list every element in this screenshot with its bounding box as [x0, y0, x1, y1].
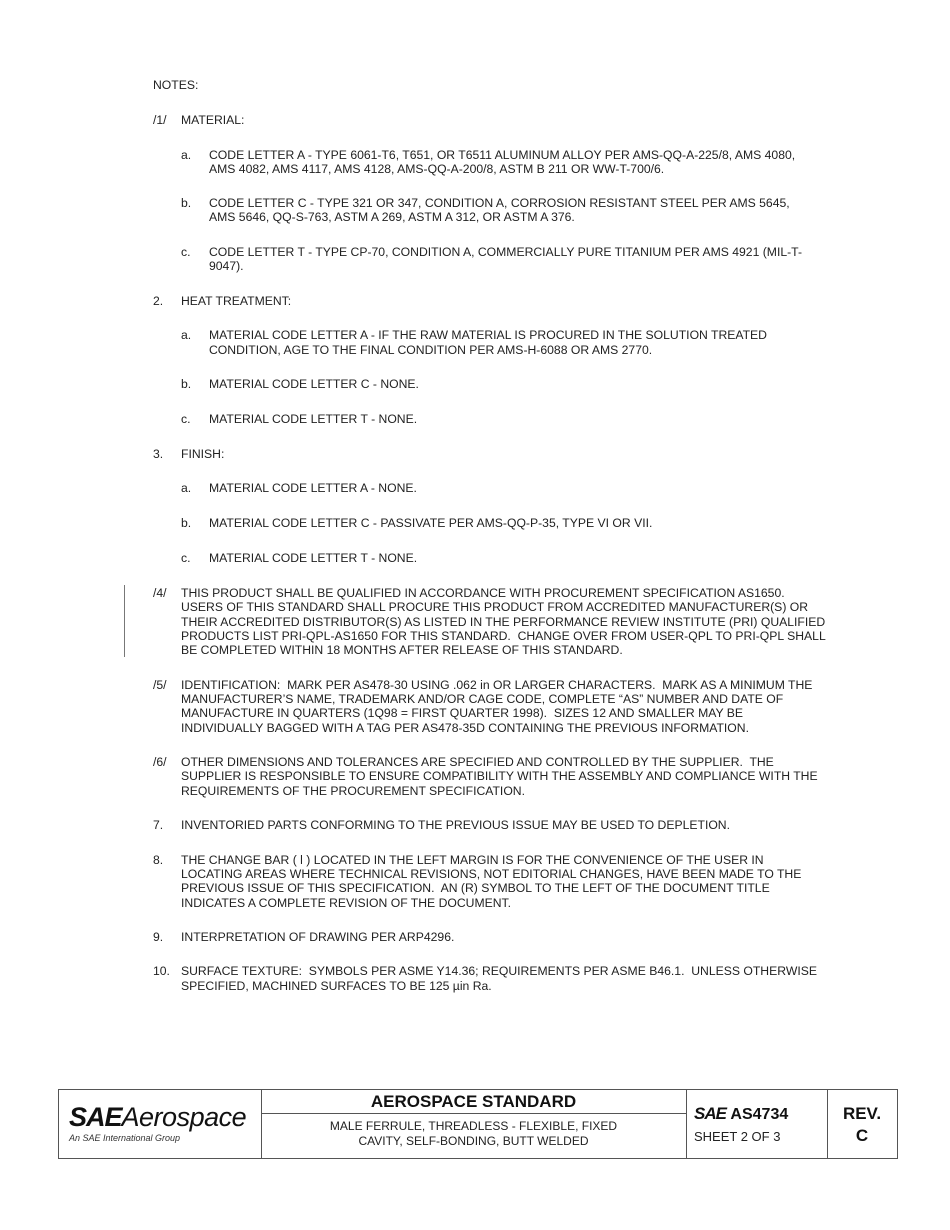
standard-title: AEROSPACE STANDARD [370, 1092, 577, 1111]
change-bar [124, 585, 125, 657]
note-1a-line-2: AMS 4082, AMS 4117, AMS 4128, AMS-QQ-A-200/8, ASTM B 211 OR WW-T-700/6. [209, 162, 665, 176]
title-block [58, 1089, 898, 1159]
note-6-number: /6/ [153, 755, 167, 769]
note-6-line-1: OTHER DIMENSIONS AND TOLERANCES ARE SPECIFIED AND CONTROLLED BY THE SUPPLIER. THE [181, 755, 774, 769]
description-line-1: MALE FERRULE, THREADLESS - FLEXIBLE, FIXED [329, 1119, 618, 1133]
note-7-number: 7. [153, 818, 164, 832]
sae-aerospace-logo [69, 1102, 246, 1133]
note-6-line-2: SUPPLIER IS RESPONSIBLE TO ENSURE COMPATIBILITY WITH THE ASSEMBLY AND COMPLIANCE WITH THE [181, 769, 818, 783]
note-2-title: HEAT TREATMENT: [181, 294, 292, 308]
title-cell [261, 1090, 687, 1158]
note-1b-line-1: CODE LETTER C - TYPE 321 OR 347, CONDITION A, CORROSION RESISTANT STEEL PER AMS 5645, [209, 196, 790, 210]
note-8-number: 8. [153, 853, 164, 867]
note-8-line-4: INDICATES A COMPLETE REVISION OF THE DOCUMENT. [181, 896, 512, 910]
revision [827, 1103, 897, 1147]
logo-tagline: An SAE International Group [69, 1133, 181, 1143]
note-1b-label: b. [181, 196, 192, 210]
sheet-number: SHEET 2 OF 3 [694, 1129, 781, 1144]
note-8-line-2: LOCATING AREAS WHERE TECHNICAL REVISIONS, NOT EDITORIAL CHANGES, HAVE BEEN MADE TO THE [181, 867, 802, 881]
note-3b-line-1: MATERIAL CODE LETTER C - PASSIVATE PER AMS-QQ-P-35, TYPE VI OR VII. [209, 516, 653, 530]
note-9-number: 9. [153, 930, 164, 944]
note-1a-line-1: CODE LETTER A - TYPE 6061-T6, T651, OR T6511 ALUMINUM ALLOY PER AMS-QQ-A-225/8, AMS 4080, [209, 148, 796, 162]
description-line-2: CAVITY, SELF-BONDING, BUTT WELDED [358, 1134, 589, 1148]
note-1b-line-2: AMS 5646, QQ-S-763, ASTM A 269, ASTM A 312, OR ASTM A 376. [209, 210, 575, 224]
note-1a-label: a. [181, 148, 192, 162]
note-10-line-1: SURFACE TEXTURE: SYMBOLS PER ASME Y14.36; REQUIREMENTS PER ASME B46.1. UNLESS OTHERWISE [181, 964, 817, 978]
notes-heading: NOTES: [153, 78, 199, 92]
revision-value: C [855, 1126, 869, 1145]
note-5-line-1: IDENTIFICATION: MARK PER AS478-30 USING .062 in OR LARGER CHARACTERS. MARK AS A MINIMUM THE [181, 678, 813, 692]
document-number: AS4734 [730, 1106, 789, 1123]
note-1-number: /1/ [153, 113, 167, 127]
note-8-line-1: THE CHANGE BAR ( l ) LOCATED IN THE LEFT MARGIN IS FOR THE CONVENIENCE OF THE USER IN [181, 853, 764, 867]
note-4-number: /4/ [153, 586, 167, 600]
revision-label: REV. [842, 1104, 882, 1123]
note-3b-label: b. [181, 516, 192, 530]
logo-cell [59, 1090, 262, 1158]
note-4-line-1: THIS PRODUCT SHALL BE QUALIFIED IN ACCORDANCE WITH PROCUREMENT SPECIFICATION AS1650. [181, 586, 785, 600]
note-6-line-3: REQUIREMENTS OF THE PROCUREMENT SPECIFICATION. [181, 784, 525, 798]
note-10-line-2: SPECIFIED, MACHINED SURFACES TO BE 125 µin Ra. [181, 979, 492, 993]
title-divider [261, 1113, 686, 1114]
note-4-line-5: BE COMPLETED WITHIN 18 MONTHS AFTER RELEASE OF THIS STANDARD. [181, 643, 623, 657]
note-2a-line-1: MATERIAL CODE LETTER A - IF THE RAW MATERIAL IS PROCURED IN THE SOLUTION TREATED [209, 328, 767, 342]
note-2c-line-1: MATERIAL CODE LETTER T - NONE. [209, 412, 418, 426]
note-4-line-3: THEIR ACCREDITED DISTRIBUTOR(S) AS LISTED IN THE PERFORMANCE REVIEW INSTITUTE (PRI) QUALIFIED [181, 615, 826, 629]
note-5-number: /5/ [153, 678, 167, 692]
note-2c-label: c. [181, 412, 191, 426]
note-3a-line-1: MATERIAL CODE LETTER A - NONE. [209, 481, 417, 495]
sae-small-logo: SAE [694, 1104, 726, 1123]
note-2a-line-2: CONDITION, AGE TO THE FINAL CONDITION PER AMS-H-6088 OR AMS 2770. [209, 343, 653, 357]
note-3c-line-1: MATERIAL CODE LETTER T - NONE. [209, 551, 418, 565]
note-1c-label: c. [181, 245, 191, 259]
note-5-line-3: MANUFACTURE IN QUARTERS (1Q98 = FIRST QUARTER 1998). SIZES 12 AND SMALLER MAY BE [181, 706, 744, 720]
note-1c-line-2: 9047). [209, 259, 244, 273]
note-3-number: 3. [153, 447, 164, 461]
note-2b-line-1: MATERIAL CODE LETTER C - NONE. [209, 377, 419, 391]
revision-cell [827, 1090, 897, 1158]
document-description [261, 1119, 686, 1149]
document-number-line [694, 1104, 788, 1124]
note-3-title: FINISH: [181, 447, 225, 461]
note-4-line-4: PRODUCTS LIST PRI-QPL-AS1650 FOR THIS STANDARD. CHANGE OVER FROM USER-QPL TO PRI-QPL SHALL [181, 629, 826, 643]
document-number-cell [686, 1090, 828, 1158]
note-9-line-1: INTERPRETATION OF DRAWING PER ARP4296. [181, 930, 455, 944]
note-1-title: MATERIAL: [181, 113, 245, 127]
logo-sae-text: SAE [69, 1102, 122, 1132]
note-2b-label: b. [181, 377, 192, 391]
logo-aerospace-text: Aerospace [121, 1102, 247, 1132]
note-3a-label: a. [181, 481, 192, 495]
note-3c-label: c. [181, 551, 191, 565]
note-7-line-1: INVENTORIED PARTS CONFORMING TO THE PREVIOUS ISSUE MAY BE USED TO DEPLETION. [181, 818, 730, 832]
note-4-line-2: USERS OF THIS STANDARD SHALL PROCURE THIS PRODUCT FROM ACCREDITED MANUFACTURER(S) OR [181, 600, 809, 614]
note-10-number: 10. [153, 964, 170, 978]
note-1c-line-1: CODE LETTER T - TYPE CP-70, CONDITION A, COMMERCIALLY PURE TITANIUM PER AMS 4921 (MIL-T- [209, 245, 803, 259]
note-2-number: 2. [153, 294, 164, 308]
note-5-line-4: INDIVIDUALLY BAGGED WITH A TAG PER AS478-35D CONTAINING THE PREVIOUS INFORMATION. [181, 721, 749, 735]
note-2a-label: a. [181, 328, 192, 342]
note-5-line-2: MANUFACTURER’S NAME, TRADEMARK AND/OR CAGE CODE, COMPLETE “AS” NUMBER AND DATE OF [181, 692, 784, 706]
note-8-line-3: PREVIOUS ISSUE OF THIS SPECIFICATION. AN (R) SYMBOL TO THE LEFT OF THE DOCUMENT TITLE [181, 881, 770, 895]
